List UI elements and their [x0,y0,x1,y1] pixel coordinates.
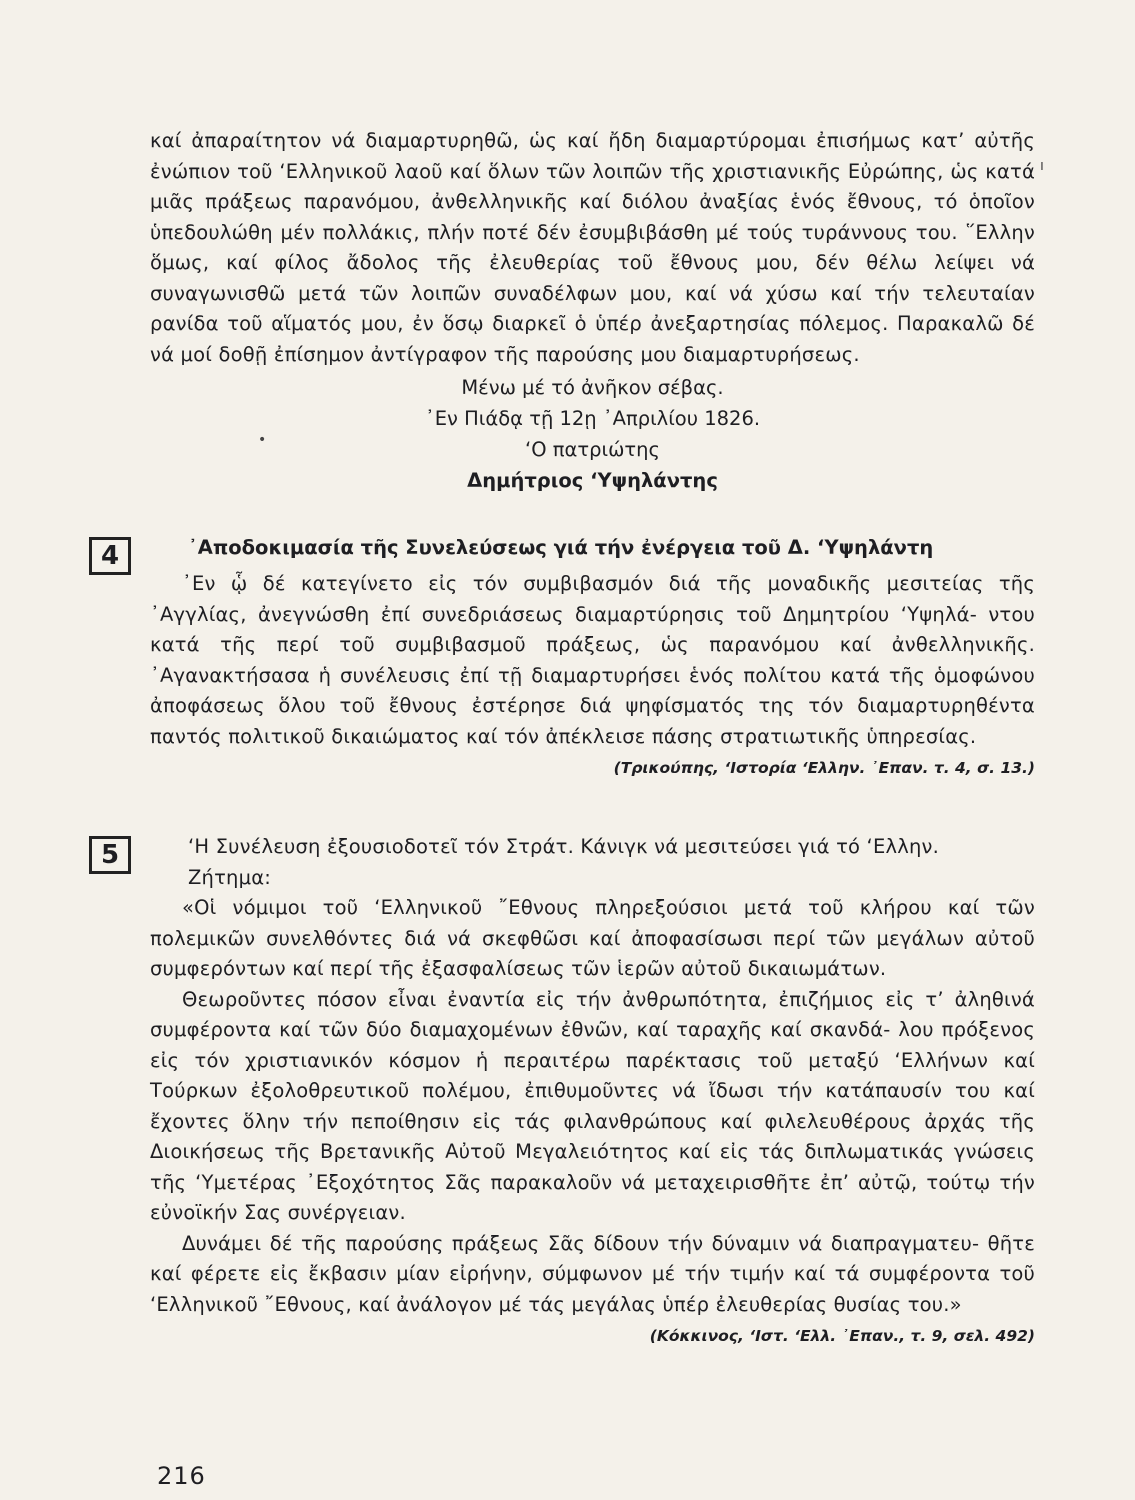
section-4 [150,533,1035,782]
citation: (Κόκκινος, ‘Ιστ. ‘Ελλ. ᾿Επαν., τ. 9, σελ. 492) [649,1327,1035,1345]
section-5-intro: ‘Η Συνέλευση ἐξουσιοδοτεῖ τόν Στράτ. Κάνιγκ νά μεσιτεύσει γιά τό ‘Ελλην. Ζήτημα: [188,835,940,889]
page-number: 216 [157,1462,206,1490]
letter-text [150,126,1035,496]
section-number-box: 4 [89,537,131,575]
bullet-mark-icon: • [258,432,267,448]
section-4-paragraph: ᾿Εν ᾧ δέ κατεγίνετο εἰς τόν συμβιβασμόν διά τῆς μοναδικῆς μεσιτείας τῆς ᾿Αγγλίας, ἀνεγνώσθη ἐπί συνεδριάσεως διαμαρτύρησις τοῦ Δημητρίου ‘Υψηλά- ντου κατά τῆς περί τοῦ συμβιβασμοῦ πράξεως, ὡς παρανόμου καί ἀνθελληνικῆς. ᾿Αγανακτήσασα ἡ συνέλευσις ἐπί τῇ διαμαρτυρήσει ἑνός πολίτου κατά τῆς ὁμοφώνου ἀποφάσεως ὅλου τοῦ ἔθνους ἐστέρησε διά ψηφίσματός της τόν διαμαρτυρηθέντα παντός πολιτικοῦ δικαιώματος καί τόν ἀπέκλεισε πάσης στρατιωτικῆς ὑπηρεσίας. [150,572,1035,748]
margin-mark-icon: ı [1040,158,1044,174]
section-heading: ᾿Αποδοκιμασία τῆς Συνελεύσεως γιά τήν ἐνέργεια τοῦ Δ. ‘Υψηλάντη [188,536,934,559]
section-5-paragraph: Δυνάμει δέ τῆς παρούσης πράξεως Σᾶς δίδουν τήν δύναμιν νά διαπραγματευ- θῆτε καί φέρετε εἰς ἔκβασιν μίαν εἰρήνην, σύμφωνον μέ τήν τιμήν καί τά συμφέροντα τοῦ ‘Ελληνικοῦ ῎Εθνους, καί ἀνάλογον μέ τάς μεγάλας ὑπέρ ἐλευθερίας θυσίας του.» [150,1231,1036,1316]
signature-title: ‘Ο πατριώτης [525,438,660,461]
letter-place-date: ᾿Εν Πιάδᾳ τῇ 12ῃ ᾿Απριλίου 1826. [424,407,761,430]
section-number-box: 5 [89,836,131,874]
section-5 [150,832,1035,1350]
letter-closing: Μένω μέ τό ἀνῆκον σέβας. [461,376,724,399]
section-5-paragraph: «Οἱ νόμιμοι τοῦ ‘Ελληνικοῦ ῎Εθνους πληρεξούσιοι μετά τοῦ κλήρου καί τῶν πολεμικῶν συνελθόντες διά νά σκεφθῶσι καί ἀποφασίσωσι περί τῶν μεγάλων αὐτοῦ συμφερόντων καί περί τῆς ἐξασφαλίσεως τῶν ἱερῶν αὐτοῦ δικαιωμάτων. [150,896,1035,980]
section-5-paragraph: Θεωροῦντες πόσον εἶναι ἐναντία εἰς τήν ἀνθρωπότητα, ἐπιζήμιος εἰς τ’ ἀληθινά συμφέροντα καί τῶν δύο διαμαχομένων ἐθνῶν, καί ταραχῆς καί σκανδά- λου πρόξενος εἰς τόν χριστιανικόν κόσμον ἡ περαιτέρω παρέκτασις τοῦ μεταξύ ‘Ελλήνων καί Τούρκων ἐξολοθρευτικοῦ πολέμου, ἐπιθυμοῦντες νά ἴδωσι τήν κατάπαυσίν του καί ἔχοντες ὅλην τήν πεποίθησιν εἰς τάς φιλανθρώπους καί φιλελευθέρους ἀρχάς τῆς Διοικήσεως τῆς Βρετανικῆς Αὐτοῦ Μεγαλειότητος καί εἰς τάς διπλωματικάς γνώσεις τῆς ‘Υμετέρας ᾿Εξοχότητος Σᾶς παρακαλοῦν νά μεταχειρισθῆτε ἐπ’ αὐτῷ, τούτῳ τήν εὐνοϊκήν Σας συνέργειαν. [150,987,1036,1224]
signature-name: Δημήτριος ‘Υψηλάντης [467,469,718,492]
letter-paragraph: καί ἀπαραίτητον νά διαμαρτυρηθῶ, ὡς καί ἤδη διαμαρτύρομαι ἐπισήμως κατ’ αὐτῆς ἐνώπιον τοῦ ‘Ελληνικοῦ λαοῦ καί ὅλων τῶν λοιπῶν τῆς χριστιανικῆς Εὐρώπης, ὡς κατά μιᾶς πράξεως παρανόμου, ἀνθελληνικῆς καί διόλου ἀναξίας ἑνός ἔθνους, τό ὁποῖον ὑπεδουλώθη μέν πολλάκις, πλήν ποτέ δέν ἐσυμβιβάσθη μέ τούς τυράννους του. ῞Ελλην ὅμως, καί φίλος ἄδολος τῆς ἐλευθερίας τοῦ ἔθνους μου, δέν θέλω λείψει νά συναγωνισθῶ μετά τῶν λοιπῶν συναδέλφων μου, καί νά χύσω καί τήν τελευταίαν ρανίδα τοῦ αἵματός μου, ἐν ὅσῳ διαρκεῖ ὁ ὑπέρ ἀνεξαρτησίας πόλεμος. Παρακαλῶ δέ νά μοί δοθῇ ἐπίσημον ἀντίγραφον τῆς παρούσης μου διαμαρτυρήσεως. [150,129,1036,366]
citation: (Τρικούπης, ‘Ιστορία ‘Ελλην. ᾿Επαν. τ. 4, σ. 13.) [613,759,1035,777]
